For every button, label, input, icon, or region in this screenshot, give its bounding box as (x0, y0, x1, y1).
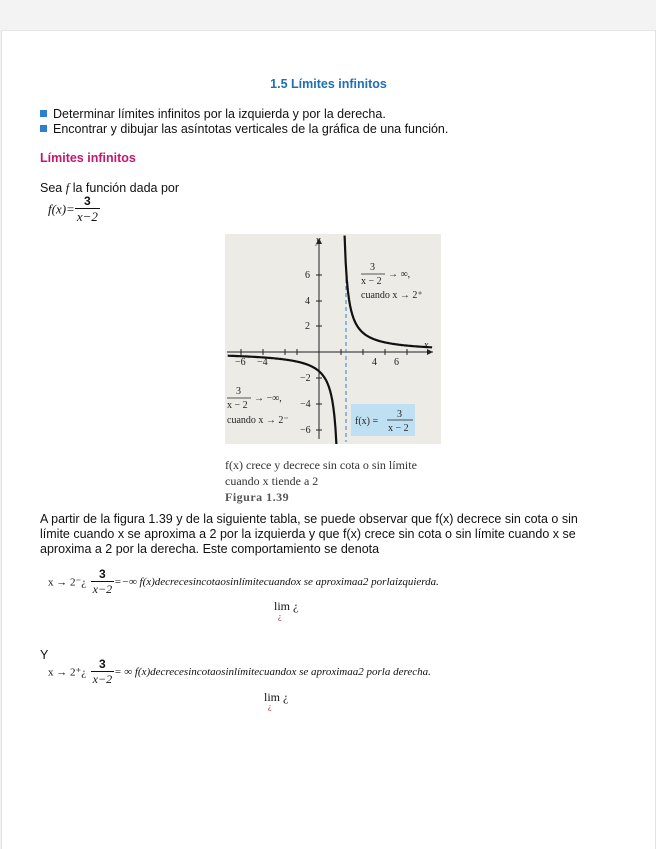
paragraph-line-2: límite cuando x se aproxima a 2 por la izquierda y que f(x) crece sin cota o sin límite cuando x se (40, 527, 576, 541)
section-heading: Límites infinitos (40, 151, 136, 165)
figure-caption-line1: f(x) crece y decrece sin cota o sin límite (225, 458, 417, 472)
function-box-den: x − 2 (388, 423, 409, 434)
function-definition: f(x)= $\frac{3}{x-2}$ (48, 194, 98, 224)
objective-item-2: Encontrar y dibujar las asíntotas verticales de la gráfica de una función. (40, 122, 448, 136)
equation-left-limit: x → 2⁻¿ $\frac{3}{x-2}$ =−∞ f(x)decrecesincotaosinlímitecuandox se aproximaa2 porlaizquierda. (48, 567, 439, 596)
x-tick-label: −4 (257, 357, 268, 368)
x-tick-label: 4 (372, 357, 377, 368)
graph-svg (225, 234, 441, 444)
figure-caption-line2: cuando x tiende a 2 (225, 474, 319, 488)
figure-graph (225, 234, 441, 444)
y-tick-label: −2 (300, 373, 311, 384)
figure-label: Figura 1.39 (225, 490, 290, 504)
left-limit-when: cuando x → 2⁻ (227, 415, 289, 426)
x-tick-label: −6 (235, 357, 246, 368)
left-limit-den: x − 2 (227, 400, 248, 411)
right-limit-num: 3 (370, 262, 375, 273)
left-limit-num: 3 (236, 386, 241, 397)
y-connector: Y (40, 648, 49, 662)
eq1-lead: x → 2⁻¿ (48, 576, 87, 589)
x-axis-label: x (424, 340, 429, 351)
page-title: 1.5 Límites infinitos (270, 77, 387, 91)
eq1-rhs: =−∞ f(x)decrecesincotaosinlímitecuandox se aproximaa2 porlaizquierda. (114, 576, 439, 588)
right-limit-when: cuando x → 2⁺ (361, 290, 423, 301)
equation-right-limit: x → 2⁺¿ $\frac{3}{x-2}$ = ∞ f(x)decrecesincotaosinlímitecuandox se aproximaa2 porla derecha. (48, 657, 431, 686)
y-tick-label: 4 (305, 296, 310, 307)
y-tick-label: −6 (300, 425, 311, 436)
eq1-lim-sub: ¿ (278, 612, 282, 621)
function-box-num: 3 (397, 409, 402, 420)
eq2-rhs: = ∞ f(x)decrecesincotaosinlímitecuandox se aproximaa2 porla derecha. (114, 666, 431, 678)
eq2-lim-sub: ¿ (268, 702, 272, 711)
bullet-icon (40, 110, 47, 117)
y-tick-label: −4 (300, 399, 311, 410)
right-limit-arrow: → ∞, (388, 269, 411, 280)
paragraph-line-3: aproxima a 2 por la derecha. Este comportamiento se denota (40, 542, 380, 556)
objective-item-1: Determinar límites infinitos por la izquierda y por la derecha. (40, 107, 386, 121)
y-axis-label: y (316, 235, 321, 246)
document-page (1, 30, 656, 849)
y-tick-label: 2 (305, 321, 310, 332)
left-limit-arrow: → −∞, (254, 393, 282, 404)
eq2-lead: x → 2⁺¿ (48, 666, 87, 679)
intro-text: Sea f la función dada por (40, 181, 180, 195)
right-limit-den: x − 2 (361, 276, 382, 287)
y-tick-label: 6 (305, 270, 310, 281)
eq1-lim: lim ¿ (274, 599, 299, 613)
paragraph-line-1: A partir de la figura 1.39 y de la siguiente tabla, se puede observar que f(x) decrece sin cota o sin (40, 512, 578, 526)
x-tick-label: 6 (394, 357, 399, 368)
function-box-lhs: f(x) = (355, 416, 379, 427)
eq2-lim: lim ¿ (264, 690, 289, 704)
bullet-icon (40, 125, 47, 132)
